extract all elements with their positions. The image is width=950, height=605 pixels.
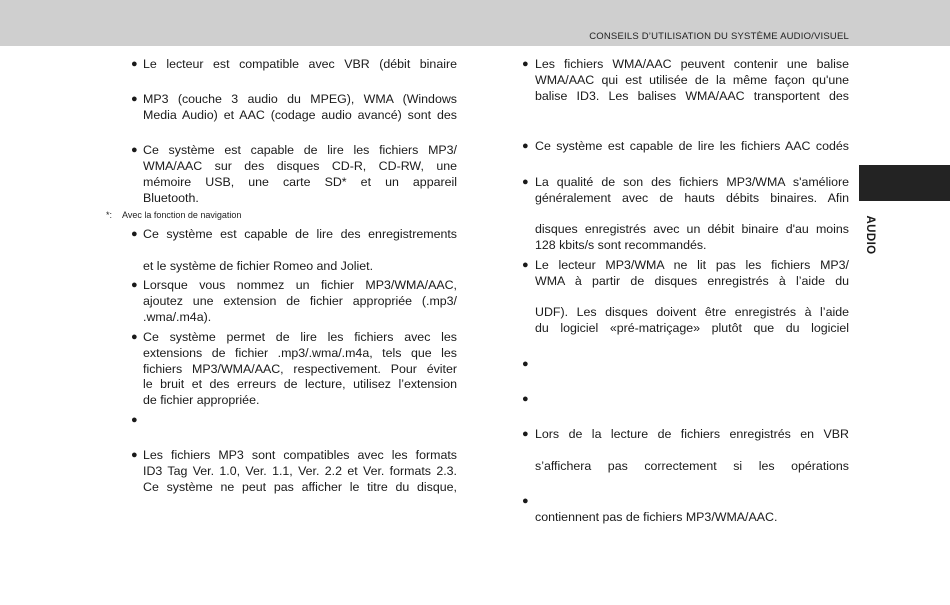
text-line: généralement avec de hauts débits binaires. Afin [535,191,849,205]
bullet-icon: ● [131,414,138,426]
bullet-icon: ● [522,495,529,507]
text-line: Lors de la lecture de fichiers enregistrés en VBR [535,427,849,441]
text-line: s’affichera pas correctement si les opérations [535,459,849,473]
text-line: .wma/.m4a). [143,310,212,324]
text-line: fichiers MP3/WMA/AAC, respectivement. Pour éviter [143,362,457,376]
text-line: WMA à partir de disques enregistrés à l’aide du [535,274,849,288]
bullet-icon: ● [131,279,138,291]
text-line: Ce système est capable de lire les fichiers AAC codés [535,139,849,153]
text-line: WMA/AAC sur des disques CD-R, CD-RW, une [143,159,457,173]
text-line: Bluetooth. [143,191,199,205]
bullet-icon: ● [131,144,138,156]
bullet-icon: ● [522,259,529,271]
section-tab-text: AUDIO [864,215,876,255]
text-line: Ce système est capable de lire les fichiers MP3/ [143,143,457,157]
bullet-icon: ● [522,176,529,188]
text-line: le bruit et des erreurs de lecture, utilisez l’extension [143,377,457,391]
section-tab-label [856,205,884,265]
text-line: Le lecteur est compatible avec VBR (débit binaire [143,57,457,71]
text-line: balise ID3. Les balises WMA/AAC transportent des [535,89,849,103]
text-line: disques enregistrés avec un débit binaire d'au moins [535,222,849,236]
bullet-icon: ● [522,58,529,70]
text-line: extensions de fichier .mp3/.wma/.m4a, tels que les [143,346,457,360]
footnote-text: Avec la fonction de navigation [122,210,242,220]
bullet-icon: ● [131,93,138,105]
text-line: Media Audio) et AAC (codage audio avancé) sont des [143,108,457,122]
text-line: mémoire USB, une carte SD* et un appareil [143,175,457,189]
text-line: ajoutez une extension de fichier appropriée (.mp3/ [143,294,457,308]
footnote-marker: *: [106,210,113,220]
text-line: Ce système est capable de lire des enregistrements [143,227,457,241]
text-line: MP3 (couche 3 audio du MPEG), WMA (Windows [143,92,457,106]
text-line: Lorsque vous nommez un fichier MP3/WMA/AAC, [143,278,457,292]
bullet-icon: ● [522,358,529,370]
text-line: de fichier appropriée. [143,393,260,407]
bullet-icon: ● [522,140,529,152]
bullet-icon: ● [131,331,138,343]
text-line: Ce système ne peut pas afficher le titre du disque, [143,480,457,494]
text-line: et le système de fichier Romeo and Joliet. [143,259,374,273]
text-line: La qualité de son des fichiers MP3/WMA s'améliore [535,175,849,189]
running-header: CONSEILS D’UTILISATION DU SYSTÈME AUDIO/VISUEL [589,31,849,42]
bullet-icon: ● [131,228,138,240]
bullet-icon: ● [131,449,138,461]
text-line: UDF). Les disques doivent être enregistrés à l’aide [535,305,849,319]
text-line: contiennent pas de fichiers MP3/WMA/AAC. [535,510,778,524]
text-line: 128 kbits/s sont recommandés. [535,238,707,252]
text-line: ID3 Tag Ver. 1.0, Ver. 1.1, Ver. 2.2 et Ver. formats 2.3. [143,464,457,478]
text-line: Les fichiers MP3 sont compatibles avec les formats [143,448,457,462]
text-line: Le lecteur MP3/WMA ne lit pas les fichiers MP3/ [535,258,849,272]
bullet-icon: ● [131,58,138,70]
bullet-icon: ● [522,428,529,440]
section-tab [859,165,950,201]
bullet-icon: ● [522,393,529,405]
text-line: Les fichiers WMA/AAC peuvent contenir une balise [535,57,849,71]
text-line: Ce système permet de lire les fichiers avec les [143,330,457,344]
text-line: WMA/AAC qui est utilisée de la même façon qu'une [535,73,849,87]
text-line: du logiciel «pré-matriçage» plutôt que du logiciel [535,321,849,335]
